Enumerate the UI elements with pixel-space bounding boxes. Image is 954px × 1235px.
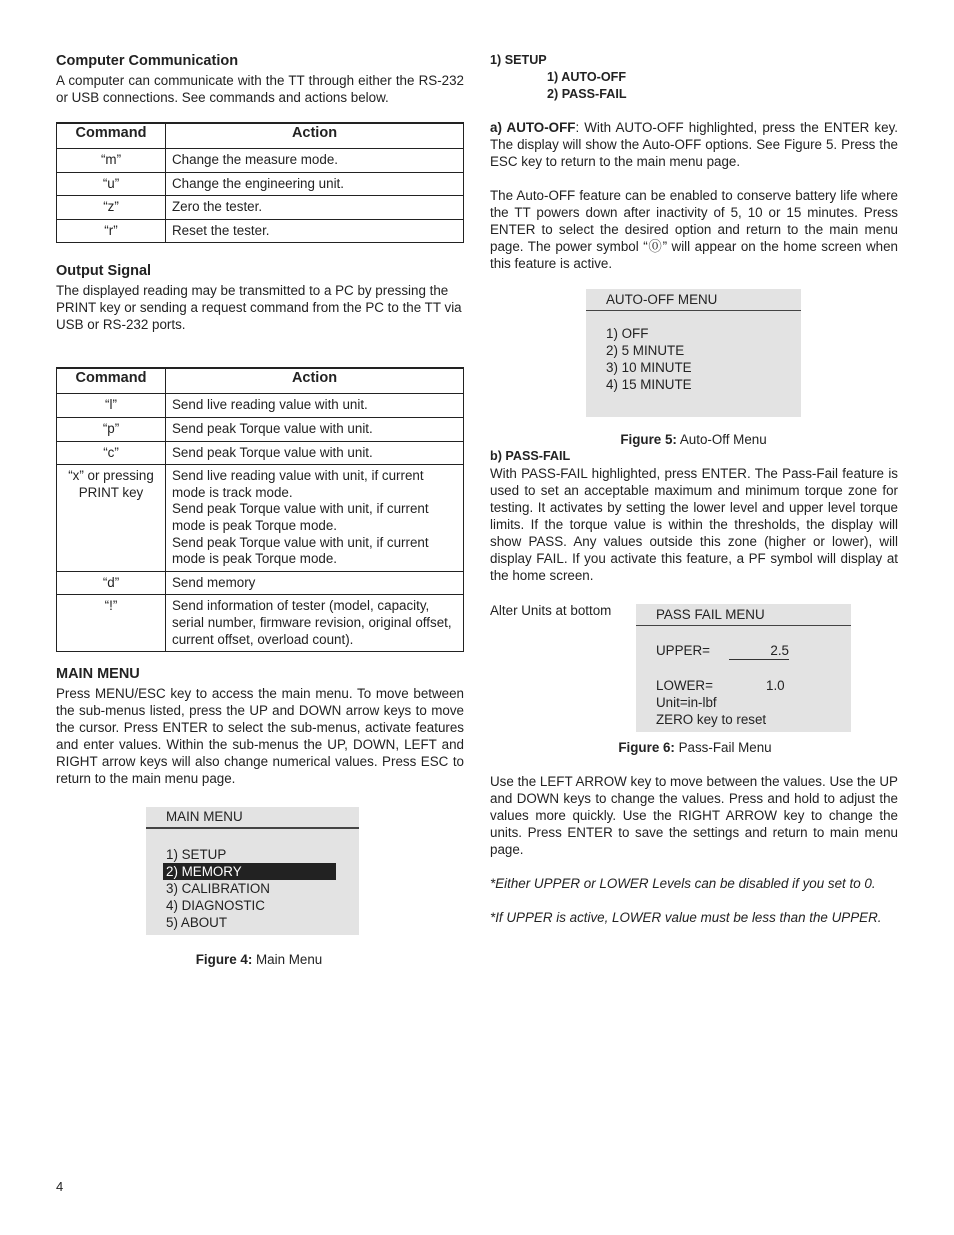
action-cell: Send peak Torque value with unit. bbox=[166, 441, 464, 465]
action-cell: Send memory bbox=[166, 571, 464, 595]
passfail-section bbox=[490, 448, 898, 584]
command-cell: “u” bbox=[57, 172, 166, 196]
menu-item-calibration: 3) CALIBRATION bbox=[166, 881, 270, 896]
table-row bbox=[57, 441, 464, 465]
passfail-text-2: Use the LEFT ARROW key to move between the values. Use the UP and DOWN keys to change the values. Press and hold to adjust the values more quickly. Use the RIGHT ARROW key to change the units. Press ENTER to save the settings and return to main menu page. bbox=[490, 774, 898, 857]
command-cell: “!” bbox=[57, 595, 166, 652]
table-header-command: Command bbox=[57, 368, 166, 394]
caption-label: Figure 5: bbox=[620, 432, 677, 447]
figure-5-caption bbox=[586, 431, 801, 448]
menu-item-memory-selected: 2) MEMORY bbox=[163, 863, 336, 880]
screen-title: MAIN MENU bbox=[146, 807, 359, 829]
lower-value: 1.0 bbox=[766, 678, 785, 693]
passfail-instructions bbox=[490, 773, 898, 926]
action-cell: Send information of tester (model, capacity, serial number, firmware revision, original offset, current offset, overload count). bbox=[166, 595, 464, 652]
passfail-text: With PASS-FAIL highlighted, press ENTER. The Pass-Fail feature is used to set an acceptable maximum and minimum torque zone for testing. It activates by setting the lower level and upper level torque limits. If the torque value is within the thresholds, the display will show PASS. Any values outside this zone (higher or lower), will display FAIL. If you activate this feature, a PF symbol will display at the home screen. bbox=[490, 466, 898, 583]
autooff-description: The Auto-OFF feature can be enabled to conserve battery life where the TT powers down after inactivity of 5, 10 or 15 minutes. Press ENTER to select the desired option and return to the main menu page. The power symbol “⓪” will appear on the home screen when this feature is active. bbox=[490, 188, 898, 271]
lower-row bbox=[636, 677, 851, 694]
page-number: 4 bbox=[56, 1179, 64, 1194]
table-header-action: Action bbox=[166, 368, 464, 394]
zero-line: ZERO key to reset bbox=[656, 712, 767, 727]
action-cell: Send live reading value with unit. bbox=[166, 394, 464, 418]
table-row bbox=[57, 172, 464, 196]
upper-row bbox=[636, 642, 851, 659]
command-cell: “p” bbox=[57, 417, 166, 441]
table-row bbox=[57, 219, 464, 243]
main-menu-heading: MAIN MENU bbox=[56, 666, 140, 683]
menu-item-15-minute: 4) 15 MINUTE bbox=[606, 377, 692, 392]
lower-label: LOWER= bbox=[656, 678, 713, 693]
table-header-command: Command bbox=[57, 123, 166, 149]
right-column bbox=[490, 52, 898, 272]
comm-command-table bbox=[56, 122, 464, 243]
autooff-text: : With AUTO-OFF highlighted, press the ENTER key. The display will show the Auto-OFF options. See Figure 5. Press the ESC key to return to the main menu page. bbox=[490, 120, 898, 169]
passfail-side-note: Alter Units at bottom bbox=[490, 603, 612, 618]
command-cell: “m” bbox=[57, 149, 166, 173]
output-heading: Output Signal bbox=[56, 263, 152, 280]
menu-item-setup: 1) SETUP bbox=[166, 847, 227, 862]
autooff-menu-screen bbox=[586, 289, 801, 417]
caption-label: Figure 6: bbox=[618, 740, 675, 755]
screen-title: AUTO-OFF MENU bbox=[586, 289, 801, 311]
caption-text: Auto-Off Menu bbox=[676, 432, 767, 447]
setup-title: 1) SETUP bbox=[490, 53, 547, 67]
unit-line: Unit=in-lbf bbox=[656, 695, 717, 710]
note-2: *If UPPER is active, LOWER value must be less than the UPPER. bbox=[490, 910, 882, 925]
passfail-menu-screen bbox=[636, 604, 851, 732]
output-command-table bbox=[56, 367, 464, 652]
menu-item-off: 1) OFF bbox=[606, 326, 649, 341]
upper-value: 2.5 bbox=[729, 642, 789, 660]
screen-title: PASS FAIL MENU bbox=[636, 604, 851, 626]
action-cell: Reset the tester. bbox=[166, 219, 464, 243]
caption-text: Main Menu bbox=[252, 952, 323, 967]
comm-heading: Computer Communication bbox=[56, 53, 239, 69]
table-row bbox=[57, 196, 464, 220]
command-cell: “c” bbox=[57, 441, 166, 465]
action-cell: Change the engineering unit. bbox=[166, 172, 464, 196]
table-row bbox=[57, 465, 464, 572]
action-cell: Send live reading value with unit, if current mode is track mode. Send peak Torque value with unit, if current mode is peak Torque mode. Send peak Torque value with unit, if current mode is peak Torque mode. bbox=[166, 465, 464, 572]
table-row bbox=[57, 417, 464, 441]
autooff-label: a) AUTO-OFF bbox=[490, 120, 576, 135]
command-cell: “l” bbox=[57, 394, 166, 418]
left-column bbox=[56, 52, 464, 787]
caption-label: Figure 4: bbox=[195, 952, 253, 967]
action-cell: Send peak Torque value with unit. bbox=[166, 417, 464, 441]
command-cell: “d” bbox=[57, 571, 166, 595]
main-menu-screen bbox=[146, 807, 359, 935]
main-menu-text: Press MENU/ESC key to access the main menu. To move between the sub-menus listed, press the UP and DOWN arrow keys to move the cursor. Press ENTER to select the sub-menus, activate features and enter values. Within the sub-menus the UP, DOWN, LEFT and RIGHT arrow keys will also change numerical values. Press ESC to return to the main menu page. bbox=[56, 686, 464, 787]
command-cell: “x” or pressing PRINT key bbox=[57, 465, 166, 572]
passfail-label: b) PASS-FAIL bbox=[490, 449, 571, 463]
action-cell: Change the measure mode. bbox=[166, 149, 464, 173]
upper-label: UPPER= bbox=[656, 643, 710, 658]
caption-text: Pass-Fail Menu bbox=[674, 740, 772, 755]
setup-sub-autooff: 1) AUTO-OFF bbox=[547, 70, 627, 84]
setup-sub-passfail: 2) PASS-FAIL bbox=[547, 87, 627, 101]
figure-6-caption bbox=[590, 739, 800, 756]
table-header-action: Action bbox=[166, 123, 464, 149]
note-1: *Either UPPER or LOWER Levels can be disabled if you set to 0. bbox=[490, 876, 876, 891]
menu-item-diagnostic: 4) DIAGNOSTIC bbox=[166, 898, 265, 913]
table-row bbox=[57, 394, 464, 418]
table-row bbox=[57, 595, 464, 652]
action-cell: Zero the tester. bbox=[166, 196, 464, 220]
menu-item-10-minute: 3) 10 MINUTE bbox=[606, 360, 692, 375]
figure-4-caption bbox=[146, 951, 372, 968]
command-cell: “z” bbox=[57, 196, 166, 220]
command-cell: “r” bbox=[57, 219, 166, 243]
autooff-paragraph bbox=[490, 119, 898, 170]
comm-intro: A computer can communicate with the TT through either the RS-232 or USB connections. See commands and actions below. bbox=[56, 73, 464, 105]
table-row bbox=[57, 571, 464, 595]
menu-item-about: 5) ABOUT bbox=[166, 915, 228, 930]
table-row bbox=[57, 149, 464, 173]
menu-item-5-minute: 2) 5 MINUTE bbox=[606, 343, 685, 358]
output-intro: The displayed reading may be transmitted to a PC by pressing the PRINT key or sending a request command from the PC to the TT via USB or RS-232 ports. bbox=[56, 283, 462, 333]
